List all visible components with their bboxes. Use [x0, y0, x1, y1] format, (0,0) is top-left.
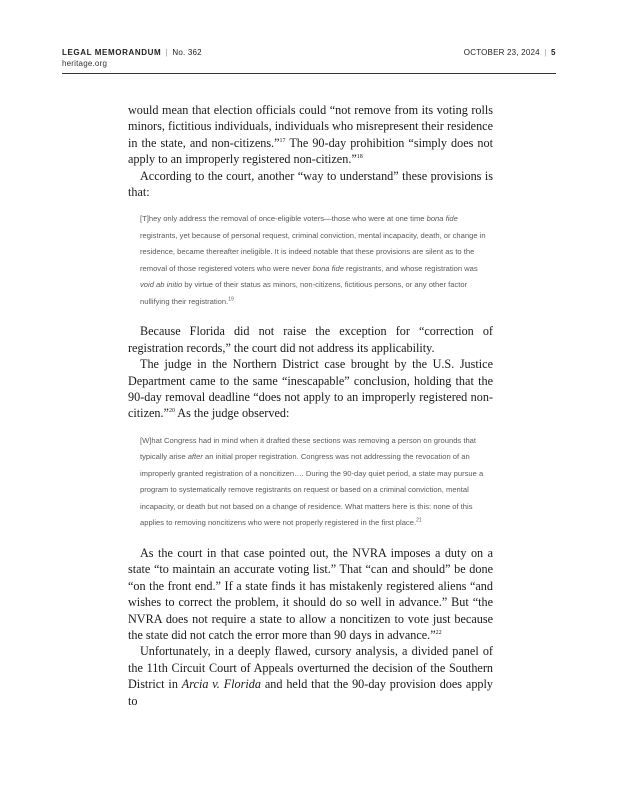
- text: As the court in that case pointed out, the NVRA imposes a duty on a state “to maintain an accurate voting list.” That “can and should” be done “on the front end.” If a state finds it has mistakenly registered aliens “and wishes to correct the problem, it should do so well in advance.” But “the NVRA does not require a state to allow a noncitizen to vote just because the state did not catch the error more than 90 days in advance.”: [128, 545, 493, 642]
- footnote-ref-20[interactable]: 20: [168, 408, 175, 415]
- text: The 90-day prohibition “simply does not apply to an improperly registered non-citizen.”: [128, 135, 493, 167]
- doc-date: OCTOBER 23, 2024: [463, 48, 540, 57]
- footnote-ref-17[interactable]: 17: [279, 137, 286, 144]
- site-link[interactable]: heritage.org: [62, 59, 108, 68]
- text: The judge in the Northern District case brought by the U.S. Justice Department came to the same “inescapable” conclusion, holding that the 90-day removal deadline “does not apply to an improperly registered non-citizen.”: [128, 357, 493, 421]
- italic-text: bona fide: [312, 263, 344, 273]
- text: and held that the 90-day provision does apply to: [128, 677, 494, 708]
- italic-text: void ab initio: [140, 280, 183, 290]
- case-name: Arcia v. Florida: [181, 677, 261, 692]
- footnote-ref-19[interactable]: 19: [228, 296, 234, 303]
- memo-body: [128, 102, 493, 709]
- text: by virtue of their status as minors, non-citizens, fictitious persons, or any other factor nullifying their registration.: [140, 280, 468, 306]
- doc-number: No. 362: [172, 48, 202, 57]
- header-rule: [62, 73, 556, 74]
- text: registrants, and whose registration was: [343, 263, 478, 273]
- paragraph: [128, 643, 493, 709]
- text: would mean that election officials could “not remove from its voting rolls minors, fictitious individuals, individuals who misrepresent their residence in the state, and non-citizens.”: [128, 103, 493, 150]
- header-separator: |: [165, 48, 168, 57]
- block-quote: [128, 211, 493, 310]
- text: As the judge observed:: [174, 406, 290, 421]
- text: registrants, yet because of personal request, criminal conviction, mental incapacity, death, or change in residence, became thereafter ineligible. It is indeed notable that these provisions are silent as to the removal of those registered voters who were never: [140, 230, 486, 273]
- text: [T]hey only address the removal of once-eligible voters—those who were at one time: [140, 214, 427, 224]
- text: an initial proper registration. Congress was not addressing the revocation of an improperly granted registration of a noncitizen…. During the 90-day quiet period, a state may pursue a program to systematically remove registrants on request or based on a criminal conviction, mental incapacity, or death but not based on a change of residence. What matters here is this: none of this applies to removing noncitizens who were not properly registered in the first place.: [140, 452, 484, 528]
- page-number: 5: [550, 48, 556, 57]
- italic-text: bona fide: [426, 214, 458, 224]
- paragraph: [128, 545, 493, 643]
- italic-text: after: [187, 452, 203, 462]
- footnote-ref-22[interactable]: 22: [435, 629, 442, 636]
- text: [W]hat Congress had in mind when it drafted these sections was removing a person on grounds that typically arise: [140, 435, 476, 462]
- paragraph: [128, 356, 493, 422]
- text: Unfortunately, in a deeply flawed, cursory analysis, a divided panel of the 11th Circuit Court of Appeals overturned the decision of the Southern District in: [128, 644, 493, 692]
- header-separator-2: |: [544, 48, 547, 57]
- header-doc-info: [62, 48, 202, 57]
- doc-type: LEGAL MEMORANDUM: [62, 48, 162, 57]
- paragraph: Because Florida did not raise the exception for “correction of registration records,” the court did not address its applicability.: [128, 324, 493, 355]
- paragraph: According to the court, another “way to understand” these provisions is that:: [128, 168, 493, 200]
- block-quote: [128, 433, 493, 532]
- paragraph: [128, 102, 493, 168]
- footnote-ref-21[interactable]: 21: [416, 517, 422, 524]
- header-date-page: [464, 48, 556, 57]
- footnote-ref-18[interactable]: 18: [356, 154, 363, 161]
